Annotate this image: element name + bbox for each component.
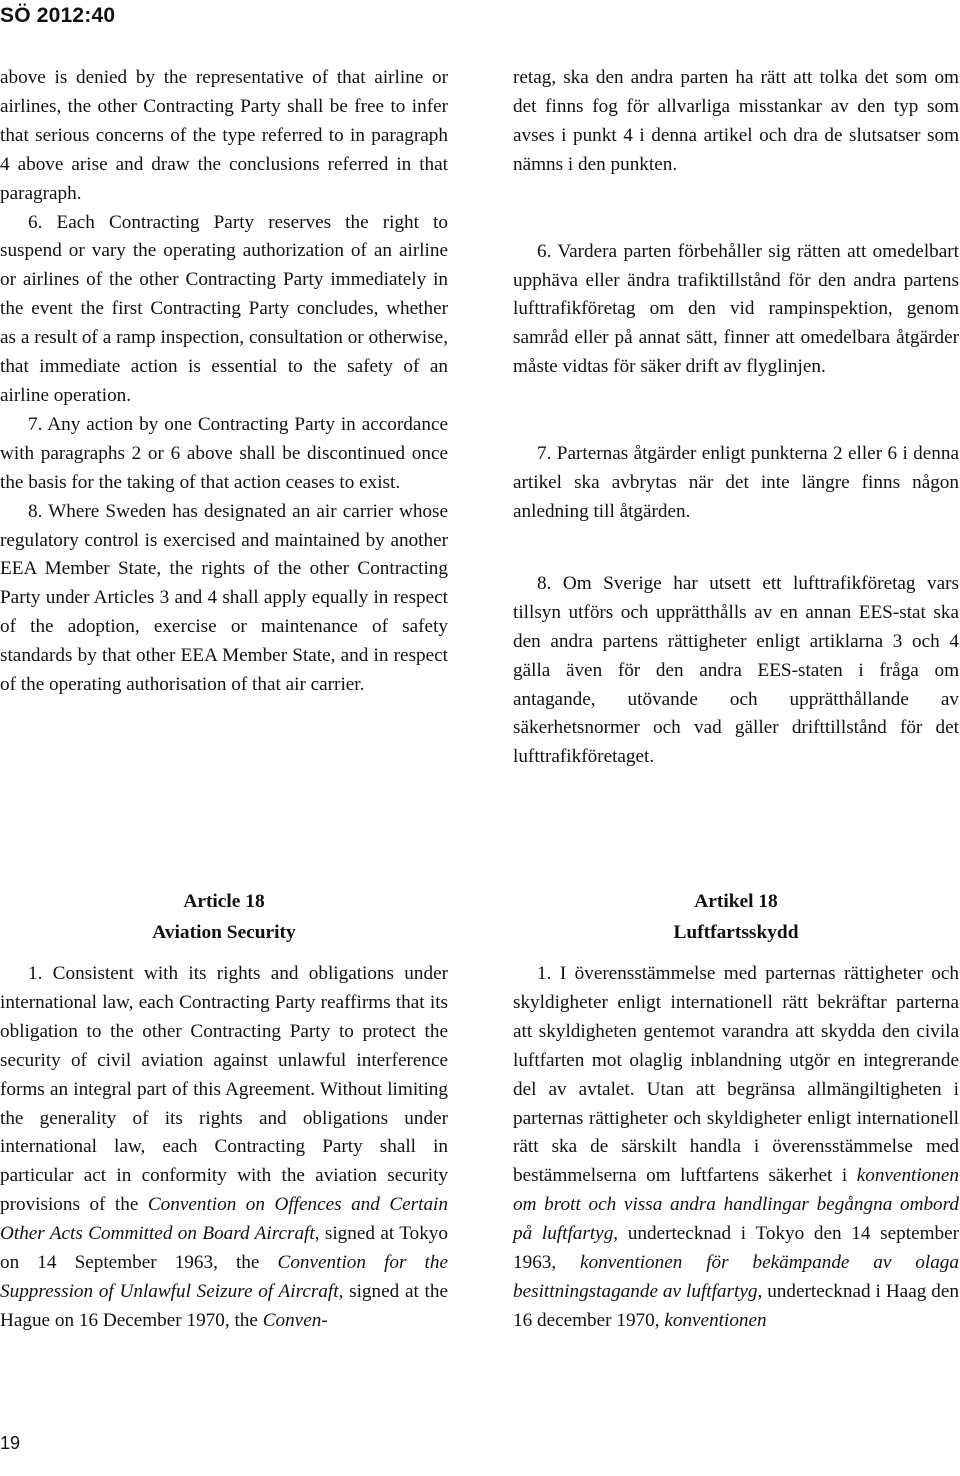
swedish-article-heading <box>513 886 959 948</box>
english-a18-text-b: , signed at Tokyo on 14 September 1963, the <box>0 1223 448 1274</box>
swedish-article-number: Artikel 18 <box>694 891 778 912</box>
swedish-a18-text-a: 1. I överensstämmelse med parternas rättigheter och skyldigheter enligt internationell rätt bekräftar parterna att skyldigheten gentemot varandra att skydda den civila luftfarten mot olaglig inblandning utgör en integrerande del av avtalet. Utan att begränsa allmängiltigheten i parternas rättigheter och skyldigheter enligt internationell rätt ska de särskilt handla i överensstämmelse med bestämmelserna om luftfartens säkerhet i <box>513 963 959 1187</box>
swedish-convention-next: konventionen <box>664 1309 767 1331</box>
english-convention-tokyo: Convention on Offences and Certain Other Acts Committed on Board Aircraft <box>0 1194 448 1245</box>
swedish-a18-text-b: , undertecknad i Tokyo den 14 september 1963, <box>513 1223 960 1274</box>
swedish-column-lower <box>513 960 959 1336</box>
swedish-article18-paragraph-1 <box>513 960 959 1336</box>
english-article-title: Aviation Security <box>152 922 296 943</box>
english-column-lower <box>0 960 448 1336</box>
document-reference: SÖ 2012:40 <box>0 4 116 27</box>
english-convention-next: Conven- <box>262 1309 328 1331</box>
english-a18-text-c: , signed at the Hague on 16 December 1970, the <box>0 1280 448 1331</box>
english-continuation-paragraph: above is denied by the representative of that airline or airlines, the other Contracting Party shall be free to infer that serious concerns of the type referred to in paragraph 4 above arise and draw the conclusions referred in that paragraph. <box>0 67 448 204</box>
english-a18-text-a: 1. Consistent with its rights and obligations under international law, each Contracting Party reaffirms that its obligation to the other Contracting Party to protect the security of civil aviation against unlawful interference forms an integral part of this Agreement. Without limiting the generality of its rights and obligations under international law, each Contracting Party shall in particular act in conformity with the aviation security provisions of the <box>0 963 448 1216</box>
swedish-column-upper <box>513 64 959 772</box>
english-column-upper <box>0 64 448 700</box>
swedish-article-title: Luftfartsskydd <box>673 922 799 943</box>
swedish-continuation-paragraph: retag, ska den andra parten ha rätt att tolka det som om det finns fog för allvarliga misstankar av den typ som avses i punkt 4 i denna artikel och dra de slutsatser som nämns i den punkten. <box>513 67 959 175</box>
english-paragraph-8: 8. Where Sweden has designated an air carrier whose regulatory control is exercised and maintained by another EEA Member State, the rights of the other Contracting Party under Articles 3 and 4 shall apply equally in respect of the adoption, exercise or maintenance of safety standards by that other EEA Member State, and in respect of the operating authorisation of that air carrier. <box>0 500 448 696</box>
english-article18-paragraph-1 <box>0 960 448 1336</box>
swedish-convention-tokyo: konventionen om brott och vissa andra handlingar begångna ombord på luftfartyg <box>513 1165 959 1245</box>
english-article-heading <box>0 886 448 948</box>
english-paragraph-7: 7. Any action by one Contracting Party in accordance with paragraphs 2 or 6 above shall be discontinued once the basis for the taking of that action ceases to exist. <box>0 413 448 493</box>
swedish-paragraph-7: 7. Parternas åtgärder enligt punkterna 2 eller 6 i denna artikel ska avbrytas när det inte längre finns någon anledning till åtgärden. <box>513 443 959 522</box>
english-convention-hague: Convention for the Suppression of Unlawful Seizure of Aircraft <box>0 1252 448 1302</box>
swedish-paragraph-6: 6. Vardera parten förbehåller sig rätten att omedelbart upphäva eller ändra trafiktillstånd för den andra partens lufttrafikföretag om den vid rampinspektion, genom samråd eller på annat sätt, finner att omedelbara åtgärder måste vidtas för säker drift av flyglinjen. <box>513 240 959 378</box>
swedish-convention-hague: konventionen för bekämpande av olaga besittningstagande av luftfartyg <box>513 1252 959 1302</box>
page-number: 19 <box>0 1433 21 1453</box>
english-paragraph-6: 6. Each Contracting Party reserves the right to suspend or vary the operating authorization of an airline or airlines of the other Contracting Party immediately in the event the first Contracting Party concludes, whether as a result of a ramp inspection, consultation or otherwise, that immediate action is essential to the safety of an airline operation. <box>0 211 448 406</box>
swedish-a18-text-c: , undertecknad i Haag den 16 december 1970, <box>513 1280 959 1331</box>
swedish-paragraph-8: 8. Om Sverige har utsett ett lufttrafikföretag vars tillsyn utförs och upprätthålls av en annan EES-stat ska den andra partens rättigheter enligt artiklarna 3 och 4 gälla även för den andra EES-staten i fråga om antagande, utövande och upprätthållande av säkerhetsnormer och vad gäller drifttillstånd för det lufttrafikföretaget. <box>513 572 959 768</box>
english-article-number: Article 18 <box>183 891 265 912</box>
